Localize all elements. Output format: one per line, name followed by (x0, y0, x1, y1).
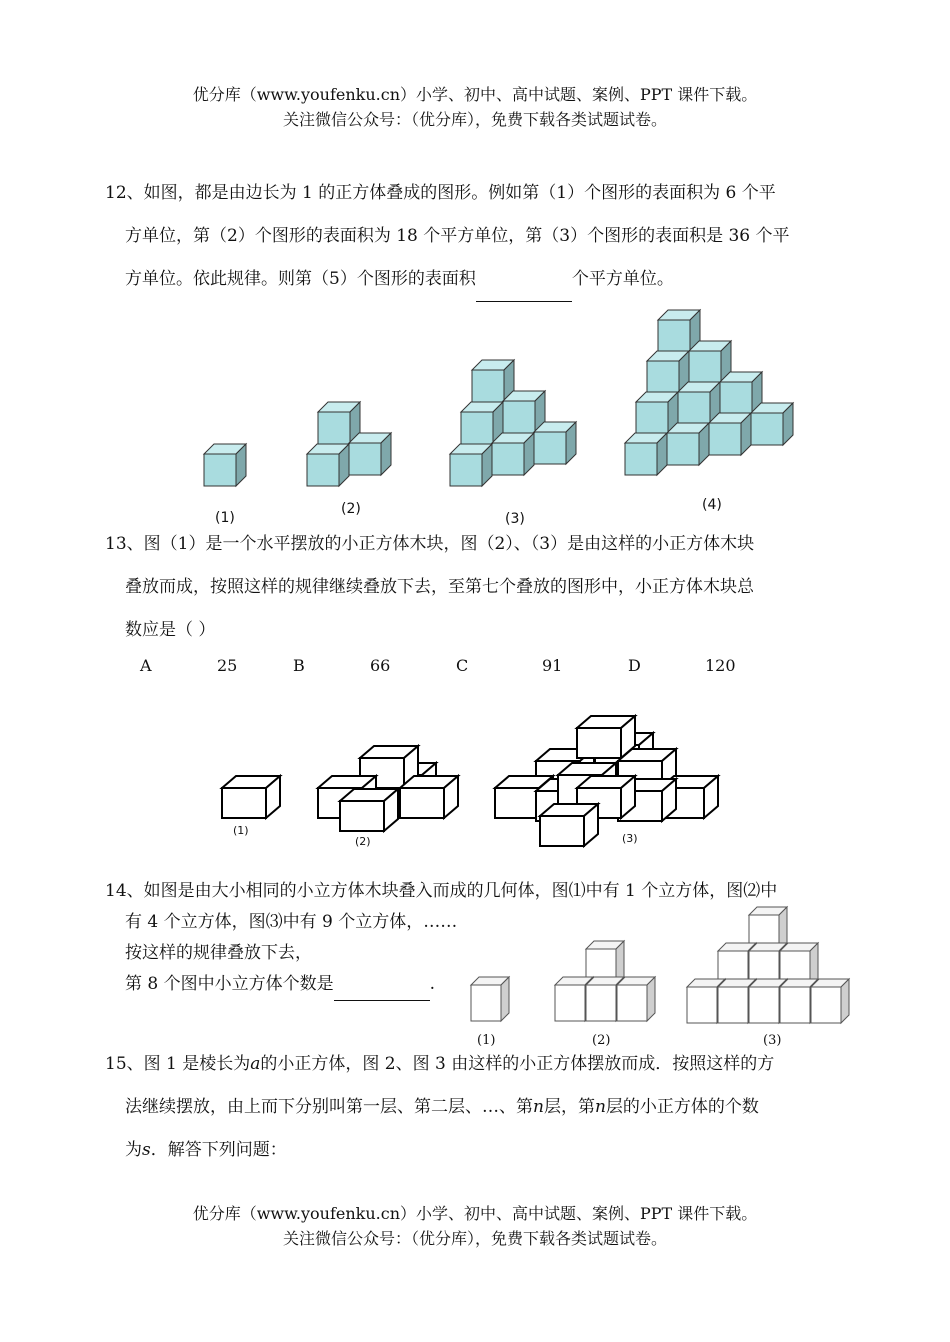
q15-line-2 (105, 1086, 850, 1129)
q15-var-n-2: n (594, 1097, 606, 1117)
q12-caption-1: (1) (215, 510, 235, 526)
q14-line-2: 有 4 个立方体，图⑶中有 9 个立方体，…… (125, 912, 458, 932)
q12-caption-4: (4) (702, 497, 722, 513)
q13-caption-1: (1) (233, 824, 249, 837)
q15-var-n-1: n (533, 1097, 544, 1117)
q15-line-2-a: 法继续摆放，由上而下分别叫第一层、第二层、…、第 (125, 1097, 533, 1117)
q14-shape-3 (687, 907, 849, 1023)
q15-line-3-a: 为 (125, 1140, 142, 1160)
page-header (0, 82, 950, 132)
header-line-2: 关注微信公众号：（优分库），免费下载各类试题试卷。 (282, 110, 667, 129)
q13-shape-3 (495, 716, 718, 846)
q13-option-b-value: 66 (370, 656, 391, 675)
q14-figure (465, 905, 855, 1030)
question-13 (105, 523, 850, 652)
q15-line-1-b: 的小正方体，图 2、图 3 由这样的小正方体摆放而成．按照这样的方 (260, 1054, 775, 1074)
q12-answer-blank[interactable] (476, 258, 572, 302)
q15-line-1 (105, 1043, 850, 1086)
q14-caption-1: (1) (477, 1033, 496, 1048)
q12-shape-1 (204, 444, 246, 486)
q14-caption-3: (3) (763, 1033, 782, 1048)
question-15 (105, 1043, 850, 1172)
q12-line-3-text: 方单位。依此规律。则第（5）个图形的表面积 (125, 269, 476, 289)
q14-line-4-text: 第 8 个图中小立方体个数是 (125, 974, 334, 994)
q12-line-3 (105, 258, 850, 302)
q15-line-3-b: ．解答下列问题： (150, 1140, 287, 1160)
q13-caption-3: (3) (622, 832, 638, 845)
q14-line-4-tail: . (429, 974, 436, 994)
q13-line-1: 13、图（1）是一个水平摆放的小正方体木块，图（2）、（3）是由这样的小正方体木块 (105, 534, 755, 554)
header-line-1: 优分库（www.youfenku.cn）小学、初中、高中试题、案例、PPT 课件下载。 (192, 85, 758, 104)
q13-option-c-value: 91 (542, 656, 563, 675)
q15-var-a: a (250, 1054, 261, 1074)
q15-line-2-c: 层的小正方体的个数 (605, 1097, 759, 1117)
q13-line-2: 叠放而成，按照这样的规律继续叠放下去，至第七个叠放的图形中，小正方体木块总 (125, 577, 754, 597)
page-footer (0, 1201, 950, 1251)
q12-caption-3: (3) (505, 511, 525, 527)
q15-line-3 (105, 1129, 850, 1172)
q13-caption-2: (2) (355, 835, 371, 848)
q13-option-c-letter[interactable]: C (456, 656, 469, 675)
q13-option-d-value: 120 (705, 656, 736, 675)
q14-line-1: 14、如图是由大小相同的小立方体木块叠入而成的几何体，图⑴中有 1 个立方体，图⑵中 (105, 881, 778, 901)
footer-line-2: 关注微信公众号：（优分库），免费下载各类试题试卷。 (282, 1229, 667, 1248)
q13-shape-2 (318, 746, 458, 831)
footer-line-1: 优分库（www.youfenku.cn）小学、初中、高中试题、案例、PPT 课件下载。 (192, 1204, 758, 1223)
q14-line-3: 按这样的规律叠放下去， (125, 943, 312, 963)
q14-answer-blank[interactable] (334, 969, 430, 1001)
q14-shape-1 (471, 977, 509, 1021)
q12-line-3-tail: 个平方单位。 (571, 269, 674, 289)
q13-option-d-letter[interactable]: D (628, 656, 641, 675)
q13-figure (210, 705, 730, 855)
q12-shape-3 (450, 360, 576, 486)
q12-shape-4 (625, 310, 793, 475)
q12-shape-2 (307, 402, 391, 486)
q14-caption-2: (2) (592, 1033, 611, 1048)
q14-shape-2 (555, 941, 655, 1021)
q15-line-2-b: 层，第 (543, 1097, 595, 1117)
q13-option-b-letter[interactable]: B (293, 656, 305, 675)
q12-line-1: 12、如图，都是由边长为 1 的正方体叠成的图形。例如第（1）个图形的表面积为 6 个平 (105, 183, 776, 203)
q13-option-a-value: 25 (217, 656, 238, 675)
q13-option-a-letter[interactable]: A (140, 656, 152, 675)
q12-line-2: 方单位，第（2）个图形的表面积为 18 个平方单位，第（3）个图形的表面积是 36 个平 (125, 226, 790, 246)
q12-caption-2: (2) (341, 501, 361, 517)
question-12 (105, 172, 850, 302)
q15-line-1-a: 15、图 1 是棱长为 (105, 1054, 251, 1074)
q13-shape-1 (222, 776, 280, 818)
q13-line-3: 数应是（ ） (125, 620, 216, 640)
q15-var-s: s (142, 1140, 151, 1160)
